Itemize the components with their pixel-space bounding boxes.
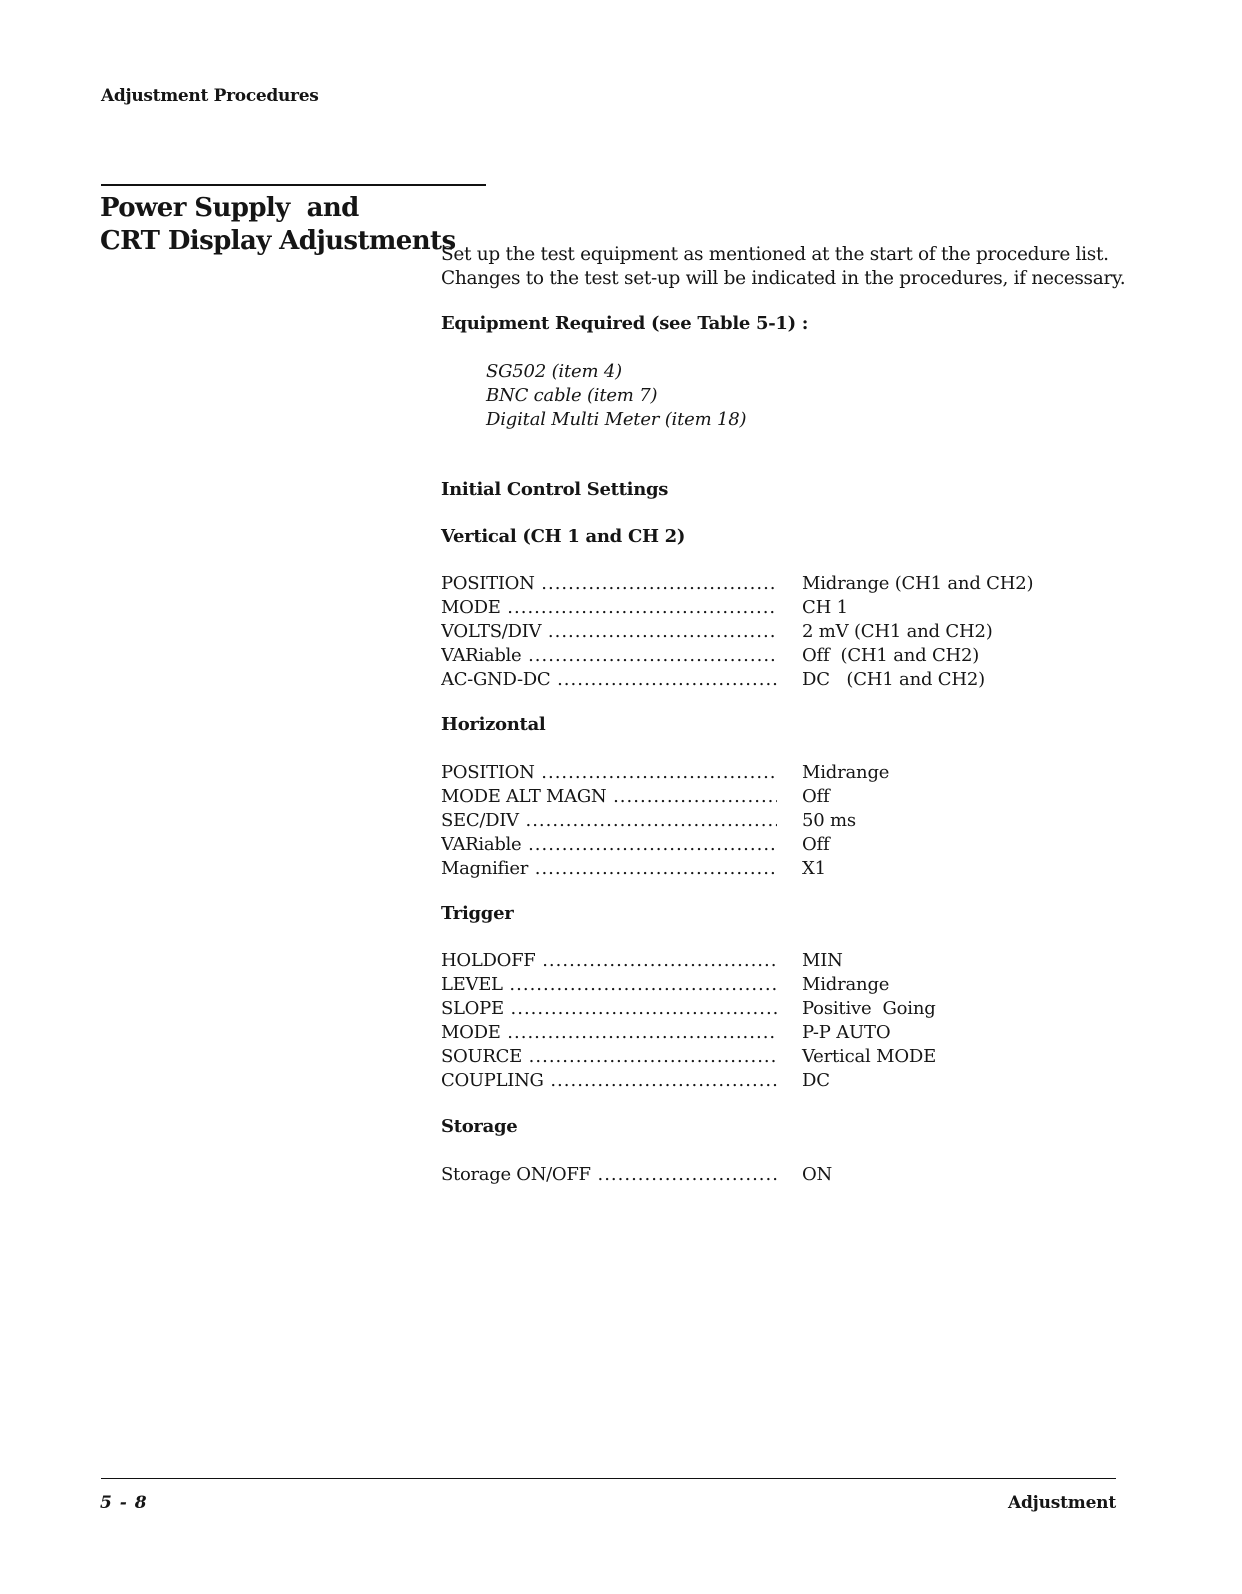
setting-label: SOURCE ..... <box>441 1045 777 1069</box>
setting-label: VARiable ..... <box>441 644 777 668</box>
setting-value: 2 mV (CH1 and CH2) <box>802 621 993 642</box>
intro-line-2: Changes to the test set-up will be indicated in the procedures, if necessary. <box>441 268 1126 289</box>
setting-row <box>441 1021 1141 1045</box>
setting-value: 50 ms <box>802 810 856 831</box>
setting-label: HOLDOFF ..... <box>441 949 777 973</box>
horizontal-settings <box>441 761 1141 881</box>
setting-label: VOLTS/DIV ..... <box>441 620 777 644</box>
equipment-heading: Equipment Required (see Table 5-1) : <box>441 313 809 334</box>
setting-label: MODE ..... <box>441 596 777 620</box>
setting-value: X1 <box>802 858 826 879</box>
setting-row <box>441 809 1141 833</box>
setting-label: MODE ..... <box>441 1021 777 1045</box>
intro-paragraph <box>441 243 1141 291</box>
setting-label: MODE ALT MAGN ..... <box>441 785 777 809</box>
setting-row <box>441 572 1141 596</box>
page-number: 5 - 8 <box>100 1493 148 1513</box>
setting-row <box>441 1069 1141 1093</box>
vertical-settings <box>441 572 1141 692</box>
setting-value: Off <box>802 786 830 807</box>
setting-value: Midrange <box>802 974 890 995</box>
trigger-heading: Trigger <box>441 903 514 924</box>
equipment-item: BNC cable (item 7) <box>486 385 658 406</box>
setting-row <box>441 833 1141 857</box>
setting-row <box>441 1045 1141 1069</box>
setting-label: COUPLING ..... <box>441 1069 777 1093</box>
setting-row <box>441 857 1141 881</box>
storage-heading: Storage <box>441 1116 518 1137</box>
initial-settings-heading: Initial Control Settings <box>441 479 669 500</box>
setting-row <box>441 668 1141 692</box>
trigger-settings <box>441 949 1141 1093</box>
footer-divider <box>101 1478 1116 1479</box>
setting-label: SEC/DIV ..... <box>441 809 777 833</box>
setting-value: Midrange <box>802 762 890 783</box>
setting-value: DC <box>802 1070 830 1091</box>
setting-label: POSITION ..... <box>441 572 777 596</box>
setting-row <box>441 644 1141 668</box>
storage-settings <box>441 1163 1141 1187</box>
setting-value: Off <box>802 834 830 855</box>
setting-label: AC-GND-DC ..... <box>441 668 777 692</box>
equipment-list <box>486 360 746 432</box>
setting-value: Midrange (CH1 and CH2) <box>802 573 1034 594</box>
intro-line-1: Set up the test equipment as mentioned at the start of the procedure list. <box>441 244 1109 265</box>
setting-value: ON <box>802 1164 833 1185</box>
section-title-line-2: CRT Display Adjustments <box>100 226 456 256</box>
footer-section-name: Adjustment <box>1007 1493 1116 1513</box>
setting-value: MIN <box>802 950 843 971</box>
section-title-line-1: Power Supply and <box>100 193 359 223</box>
setting-value: Positive Going <box>802 998 936 1019</box>
setting-row <box>441 620 1141 644</box>
setting-label: LEVEL ..... <box>441 973 777 997</box>
equipment-item: Digital Multi Meter (item 18) <box>486 409 747 430</box>
setting-row <box>441 973 1141 997</box>
setting-label: Magnifier ..... <box>441 857 777 881</box>
setting-value: CH 1 <box>802 597 848 618</box>
setting-row <box>441 1163 1141 1187</box>
setting-row <box>441 596 1141 620</box>
setting-row <box>441 949 1141 973</box>
setting-row <box>441 785 1141 809</box>
setting-row <box>441 997 1141 1021</box>
horizontal-heading: Horizontal <box>441 714 546 735</box>
setting-value: DC (CH1 and CH2) <box>802 669 985 690</box>
setting-label: VARiable ..... <box>441 833 777 857</box>
vertical-heading: Vertical (CH 1 and CH 2) <box>441 526 686 547</box>
section-title <box>100 192 455 258</box>
setting-row <box>441 761 1141 785</box>
section-divider <box>101 184 486 186</box>
setting-value: Vertical MODE <box>802 1046 937 1067</box>
setting-value: P-P AUTO <box>802 1022 891 1043</box>
setting-value: Off (CH1 and CH2) <box>802 645 980 666</box>
setting-label: Storage ON/OFF ..... <box>441 1163 777 1187</box>
equipment-item: SG502 (item 4) <box>486 361 622 382</box>
setting-label: POSITION ..... <box>441 761 777 785</box>
running-header: Adjustment Procedures <box>101 86 319 106</box>
setting-label: SLOPE ..... <box>441 997 777 1021</box>
